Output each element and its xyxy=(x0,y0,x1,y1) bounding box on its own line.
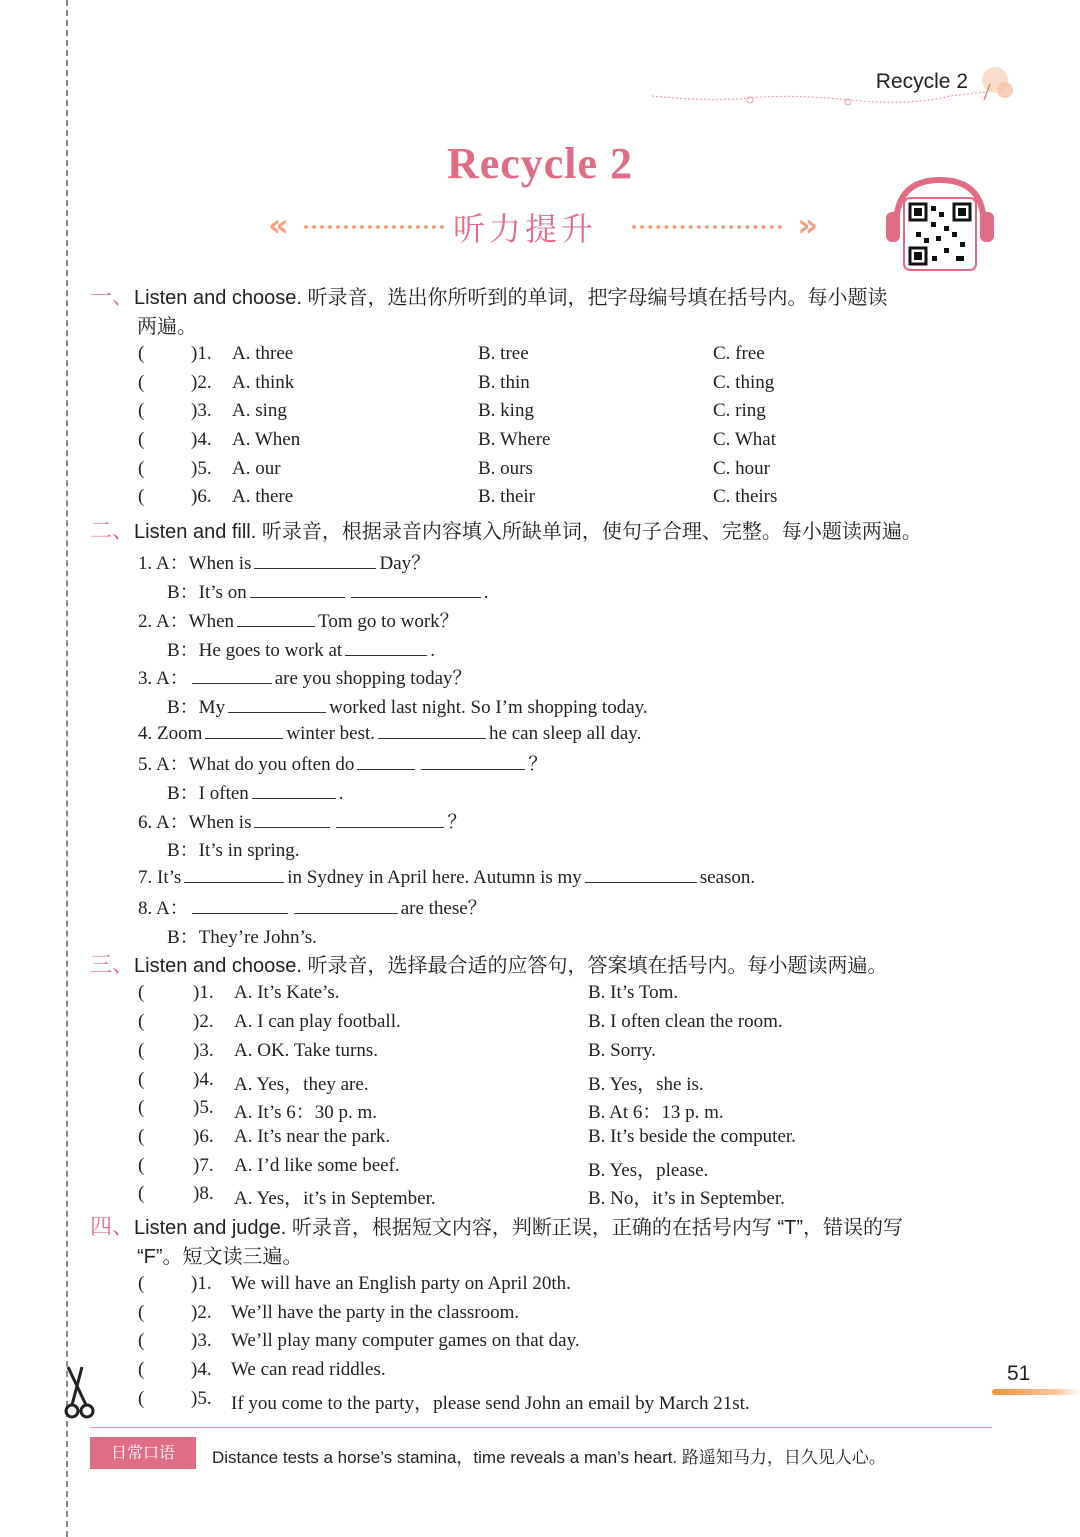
option-b: B. king xyxy=(478,400,534,421)
option-a: A. I can play football. xyxy=(234,1011,401,1032)
item-number: )6. xyxy=(193,1126,214,1147)
section-banner xyxy=(268,200,818,250)
option-a: A. It’s near the park. xyxy=(234,1126,391,1147)
item-number: )2. xyxy=(191,372,212,393)
item-number: )2. xyxy=(191,1302,212,1323)
list-item xyxy=(138,458,770,480)
line-text: B：I often xyxy=(167,783,249,804)
statement-text: We’ll play many computer games on that day. xyxy=(231,1330,580,1351)
line-text: 2. A：When xyxy=(138,611,235,632)
line-text: ？ xyxy=(528,754,548,775)
cut-line xyxy=(66,0,68,1537)
item-number: )2. xyxy=(193,1011,214,1032)
option-b: B. Where xyxy=(478,429,551,450)
line-text: B：It’s on xyxy=(167,582,247,603)
item-number: )3. xyxy=(191,400,212,421)
statement-text: We can read riddles. xyxy=(231,1359,386,1380)
item-number: )5. xyxy=(191,1388,212,1409)
line-text: B：My xyxy=(167,697,226,718)
blank-field[interactable] xyxy=(254,809,330,828)
list-item xyxy=(138,1330,580,1352)
blank-field[interactable] xyxy=(254,550,376,569)
page-title: Recycle 2 xyxy=(446,139,634,188)
item-number: )5. xyxy=(191,458,212,479)
line-text: . xyxy=(338,783,344,804)
line-text: ？ xyxy=(447,812,467,833)
option-b: B. At 6：13 p. m. xyxy=(588,1102,724,1123)
fill-line-7 xyxy=(138,864,755,889)
line-text: 6. A：When is xyxy=(138,812,252,833)
line-text: are you shopping today？ xyxy=(274,668,472,689)
line-text: Day？ xyxy=(379,553,431,574)
answer-paren[interactable]: ( xyxy=(138,1155,145,1176)
instruction-text: Listen and judge. 听录音，根据短文内容，判断正误，正确的在括号内写 “T”，错误的写 xyxy=(134,1217,904,1239)
option-a: A. sing xyxy=(232,400,287,421)
option-b: B. I often clean the room. xyxy=(588,1011,783,1032)
answer-paren[interactable]: ( xyxy=(138,1330,145,1351)
page-number: 51 xyxy=(1007,1362,1031,1385)
blank-field[interactable] xyxy=(252,780,336,799)
section-4-instructions-cont: “F”。短文读三遍。 xyxy=(137,1246,303,1268)
fill-line-1a xyxy=(138,548,430,575)
line-text: in Sydney in April here. Autumn is my xyxy=(287,867,582,888)
list-item xyxy=(138,1126,796,1148)
double-chevron-left-icon: « xyxy=(268,206,289,244)
option-a: A. OK. Take turns. xyxy=(234,1040,378,1061)
option-c: C. free xyxy=(713,343,765,364)
fill-line-1b xyxy=(167,577,488,604)
item-number: )1. xyxy=(193,982,214,1003)
fill-line-5b xyxy=(167,778,344,805)
answer-paren[interactable]: ( xyxy=(138,1011,145,1032)
blank-field[interactable] xyxy=(357,751,415,770)
section-1-instructions xyxy=(90,283,887,313)
option-a: A. I’d like some beef. xyxy=(234,1155,400,1176)
option-b: B. Sorry. xyxy=(588,1040,656,1061)
item-number: )5. xyxy=(193,1097,214,1118)
line-text: . xyxy=(483,582,489,603)
list-item xyxy=(138,1302,520,1324)
blank-field[interactable] xyxy=(294,895,398,914)
blank-field[interactable] xyxy=(192,665,272,684)
footer-tag: 日常口语 xyxy=(90,1437,196,1469)
dotted-divider xyxy=(304,225,444,229)
answer-paren[interactable]: ( xyxy=(138,1097,145,1118)
fill-line-3a xyxy=(138,663,472,690)
answer-paren[interactable]: ( xyxy=(138,1040,145,1061)
option-c: C. ring xyxy=(713,400,766,421)
option-b: B. It’s Tom. xyxy=(588,982,679,1003)
blank-field[interactable] xyxy=(228,694,326,713)
answer-paren[interactable]: ( xyxy=(138,486,145,507)
list-item xyxy=(138,1011,783,1033)
option-a: A. think xyxy=(232,372,295,393)
fill-line-8a xyxy=(138,893,487,920)
instruction-text: Listen and choose. 听录音，选出你所听到的单词，把字母编号填在括号内。每小题读 xyxy=(134,287,888,309)
item-number: )3. xyxy=(191,1330,212,1351)
line-text: 7. It’s xyxy=(138,867,182,888)
item-number: )4. xyxy=(191,429,212,450)
section-number: 二、 xyxy=(90,519,135,544)
list-item xyxy=(138,982,679,1004)
answer-paren[interactable]: ( xyxy=(138,1069,145,1090)
statement-text: We’ll have the party in the classroom. xyxy=(231,1302,520,1323)
section-4-instructions xyxy=(90,1213,903,1243)
dotted-divider xyxy=(632,225,782,229)
answer-paren[interactable]: ( xyxy=(138,1359,145,1380)
option-a: A. Yes，they are. xyxy=(234,1074,369,1095)
list-item xyxy=(138,1040,656,1062)
option-b: B. thin xyxy=(478,372,530,393)
section-2-instructions xyxy=(90,517,922,547)
option-c: C. thing xyxy=(713,372,775,393)
fill-line-4 xyxy=(138,720,641,745)
line-text: season. xyxy=(699,867,756,888)
list-item xyxy=(138,1273,571,1295)
list-item xyxy=(138,486,778,508)
item-number: )1. xyxy=(191,1273,212,1294)
list-item xyxy=(138,1069,704,1095)
list-item xyxy=(138,1388,750,1414)
section-1-instructions-cont: 两遍。 xyxy=(137,316,197,338)
dandelion-decoration-icon xyxy=(650,60,1020,115)
option-a: A. It’s 6：30 p. m. xyxy=(234,1102,378,1123)
line-text: . xyxy=(430,640,435,661)
option-b: B. Yes，please. xyxy=(588,1160,709,1181)
banner-text: 听力提升 xyxy=(453,210,598,248)
line-text: worked last night. So I’m shopping today. xyxy=(329,697,648,718)
item-number: )8. xyxy=(193,1183,214,1204)
option-a: A. there xyxy=(232,486,294,507)
answer-paren[interactable]: ( xyxy=(138,1126,145,1147)
item-number: )7. xyxy=(193,1155,214,1176)
blank-field[interactable] xyxy=(250,579,345,598)
option-c: C. What xyxy=(713,429,776,450)
option-a: A. It’s Kate’s. xyxy=(234,982,340,1003)
footer-motto: Distance tests a horse’s stamina，time reveals a man’s heart. 路遥知马力，日久见人心。 xyxy=(212,1448,886,1467)
line-text: 5. A：What do you often do xyxy=(138,754,355,775)
option-a: A. Yes，it’s in September. xyxy=(234,1188,436,1209)
fill-line-5a xyxy=(138,749,547,776)
qr-code-headphones-icon[interactable] xyxy=(886,176,994,276)
option-c: C. hour xyxy=(713,458,770,479)
answer-paren[interactable]: ( xyxy=(138,1273,145,1294)
option-b: B. It’s beside the computer. xyxy=(588,1126,796,1147)
option-b: B. their xyxy=(478,486,535,507)
answer-paren[interactable]: ( xyxy=(138,372,145,393)
item-number: )4. xyxy=(193,1069,214,1090)
blank-field[interactable] xyxy=(237,608,315,627)
answer-paren[interactable]: ( xyxy=(138,1183,145,1204)
blank-field[interactable] xyxy=(378,720,486,739)
running-title: Recycle 2 xyxy=(875,70,968,93)
list-item xyxy=(138,1359,386,1381)
fill-line-2b xyxy=(167,635,435,662)
statement-text: We will have an English party on April 20th. xyxy=(231,1273,571,1294)
list-item xyxy=(138,1097,724,1123)
option-a: A. our xyxy=(232,458,281,479)
answer-paren[interactable]: ( xyxy=(138,400,145,421)
blank-field[interactable] xyxy=(336,809,444,828)
answer-paren[interactable]: ( xyxy=(138,343,145,364)
answer-paren[interactable]: ( xyxy=(138,458,145,479)
list-item xyxy=(138,1155,709,1181)
item-number: )3. xyxy=(193,1040,214,1061)
blank-field[interactable] xyxy=(192,895,288,914)
fill-line-3b xyxy=(167,692,648,719)
footer-divider xyxy=(90,1427,992,1428)
option-b: B. No，it’s in September. xyxy=(588,1188,785,1209)
list-item xyxy=(138,343,765,365)
fill-line-2a xyxy=(138,606,459,633)
blank-field[interactable] xyxy=(184,864,284,883)
option-b: B. Yes，she is. xyxy=(588,1074,704,1095)
answer-paren[interactable]: ( xyxy=(138,1388,145,1409)
section-3-instructions xyxy=(90,951,887,981)
line-text: he can sleep all day. xyxy=(489,723,642,744)
option-b: B. ours xyxy=(478,458,533,479)
blank-field[interactable] xyxy=(205,720,283,739)
instruction-text: Listen and choose. 听录音，选择最合适的应答句，答案填在括号内。每小题读两遍。 xyxy=(134,955,888,977)
answer-paren[interactable]: ( xyxy=(138,429,145,450)
line-text: winter best. xyxy=(286,723,376,744)
line-text: Tom go to work？ xyxy=(318,611,459,632)
line-text: B：He goes to work at xyxy=(167,640,343,661)
section-number: 四、 xyxy=(90,1215,135,1240)
instruction-text: Listen and fill. 听录音，根据录音内容填入所缺单词，使句子合理、完整。每小题读两遍。 xyxy=(134,521,922,543)
double-chevron-right-icon: » xyxy=(797,206,818,244)
line-text: are these？ xyxy=(400,898,487,919)
line-text: 1. A：When is xyxy=(138,553,252,574)
section-number: 三、 xyxy=(90,953,135,978)
item-number: )6. xyxy=(191,486,212,507)
blank-field[interactable] xyxy=(585,864,697,883)
item-number: )1. xyxy=(191,343,212,364)
fill-line-6b: B：It’s in spring. xyxy=(167,840,300,861)
line-text: 8. A： xyxy=(138,898,189,919)
fill-line-6a xyxy=(138,807,466,834)
section-number: 一、 xyxy=(90,285,135,310)
fill-line-8b: B：They’re John’s. xyxy=(167,927,317,948)
list-item xyxy=(138,400,766,422)
answer-paren[interactable]: ( xyxy=(138,1302,145,1323)
blank-field[interactable] xyxy=(351,579,481,598)
item-number: )4. xyxy=(191,1359,212,1380)
answer-paren[interactable]: ( xyxy=(138,982,145,1003)
page-number-bar xyxy=(992,1389,1080,1395)
list-item xyxy=(138,429,776,451)
list-item xyxy=(138,1183,785,1209)
option-b: B. tree xyxy=(478,343,529,364)
line-text: 3. A： xyxy=(138,668,189,689)
line-text: 4. Zoom xyxy=(138,723,203,744)
option-a: A. three xyxy=(232,343,294,364)
option-c: C. theirs xyxy=(713,486,778,507)
blank-field[interactable] xyxy=(421,751,525,770)
scissors-icon xyxy=(60,1365,100,1425)
blank-field[interactable] xyxy=(345,637,427,656)
statement-text: If you come to the party，please send John an email by March 21st. xyxy=(231,1393,750,1414)
list-item xyxy=(138,372,775,394)
option-a: A. When xyxy=(232,429,301,450)
